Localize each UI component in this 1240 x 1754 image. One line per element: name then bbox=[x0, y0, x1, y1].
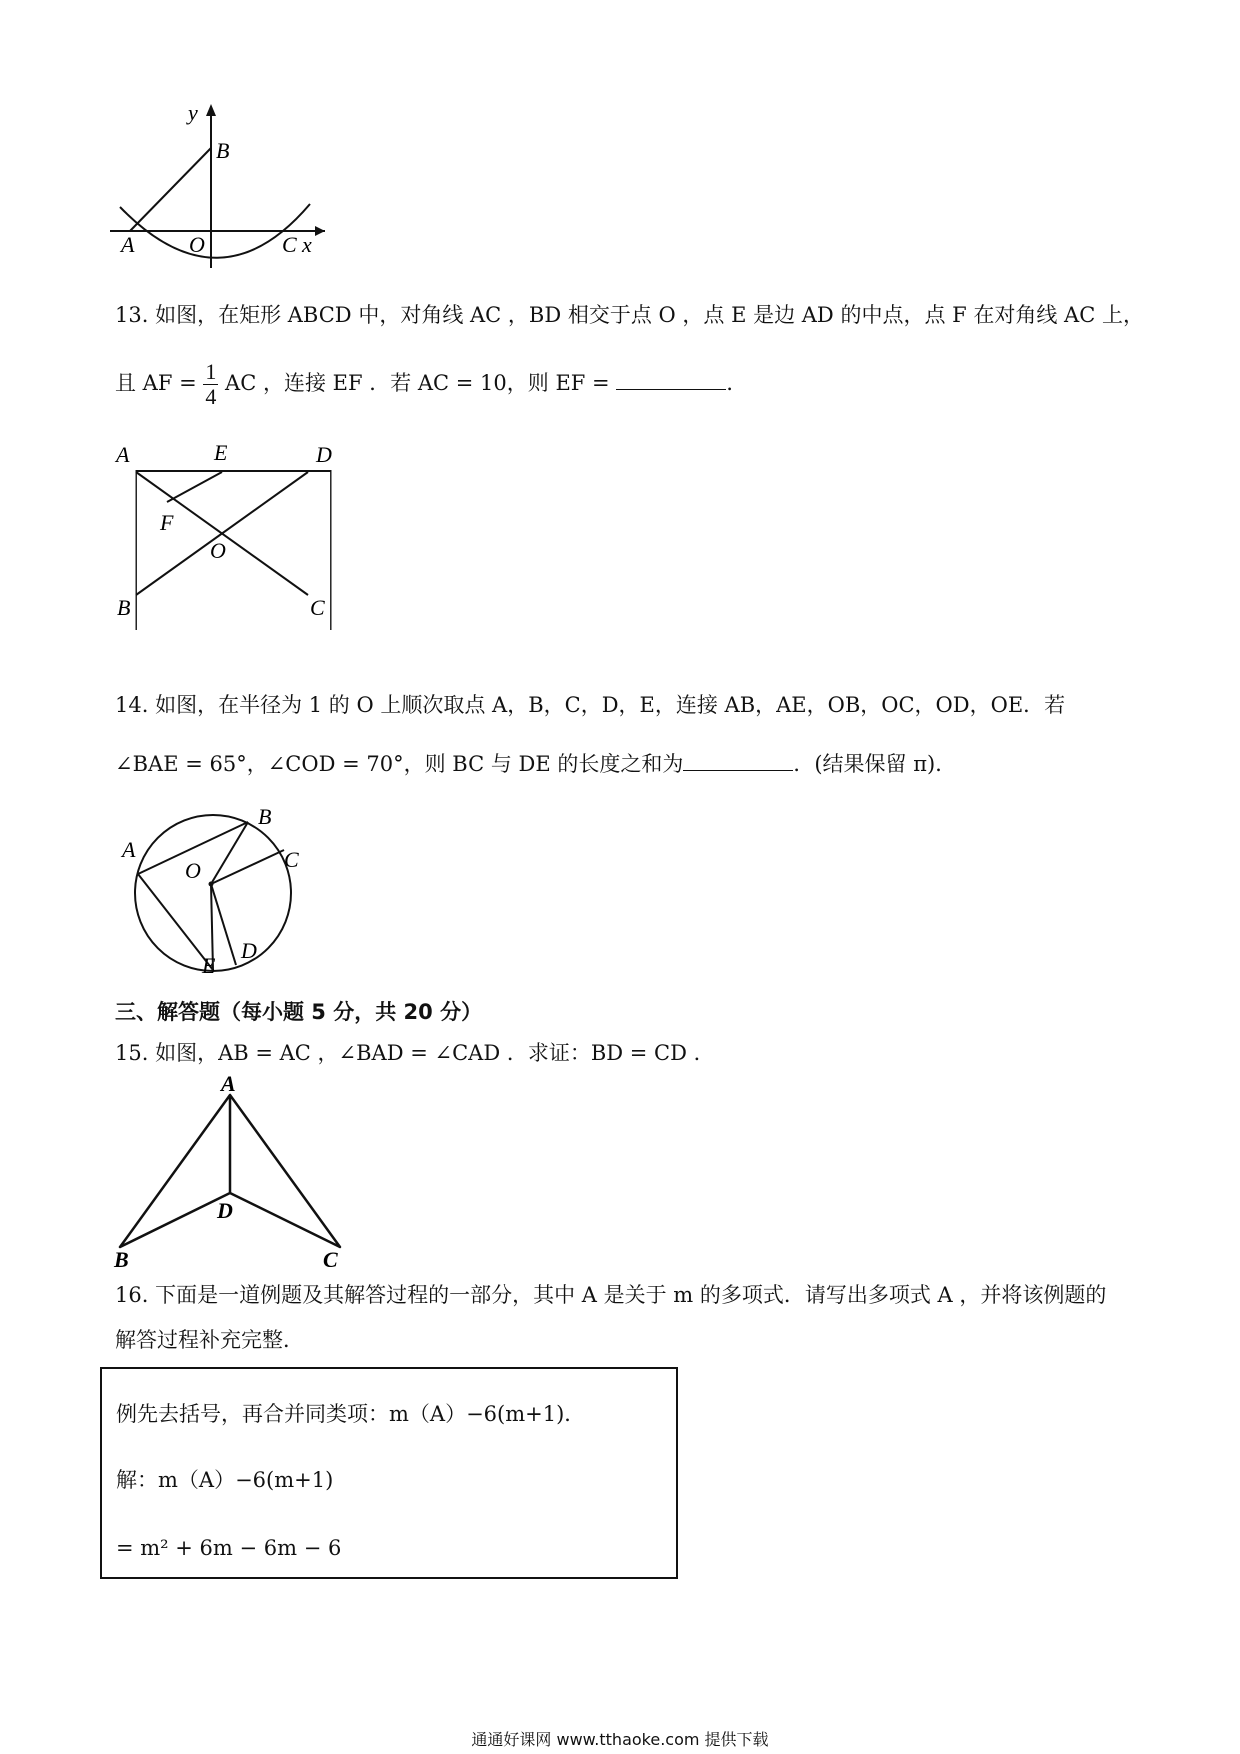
q14-line1: 14. 如图，在半径为 1 的 O 上顺次取点 A，B，C，D，E，连接 AB，AE，OB，OC，OD，OE．若 bbox=[115, 693, 1066, 717]
fig13-label-B: B bbox=[117, 595, 131, 620]
q14-line2-end: ．(结果保留 π)． bbox=[793, 752, 957, 776]
fraction-numerator: 1 bbox=[205, 359, 217, 384]
q16-line2: 解答过程补充完整． bbox=[115, 1328, 304, 1352]
q13-line1: 13. 如图，在矩形 ABCD 中，对角线 AC ，BD 相交于点 O ，点 E 是边 AD 的中点，点 F 在对角线 AC 上， bbox=[115, 303, 1144, 327]
q14-line2 bbox=[115, 748, 956, 779]
q16-line1: 16. 下面是一道例题及其解答过程的一部分，其中 A 是关于 m 的多项式．请写出多项式 A ，并将该例题的 bbox=[115, 1283, 1107, 1307]
fig14-label-A: A bbox=[122, 837, 136, 862]
fig12-label-C: C bbox=[282, 232, 297, 257]
box-line3: = m² + 6m − 6m − 6 bbox=[116, 1536, 342, 1560]
box-line2: 解：m（A）−6(m+1) bbox=[116, 1468, 334, 1492]
q13-fraction bbox=[203, 360, 218, 409]
fig15-label-A: A bbox=[221, 1075, 236, 1096]
fig15-label-B: B bbox=[114, 1247, 129, 1272]
q13-line2-end: ． bbox=[726, 371, 748, 395]
fig14-label-D: D bbox=[241, 938, 257, 963]
fig14-label-O: O bbox=[185, 858, 201, 883]
q13-line2 bbox=[115, 360, 747, 409]
fig12-label-y: y bbox=[188, 100, 198, 125]
figure-parabola bbox=[110, 100, 340, 280]
fig13-label-F: F bbox=[160, 510, 174, 535]
example-box bbox=[100, 1367, 678, 1579]
fraction-denominator: 4 bbox=[205, 384, 217, 409]
fig12-label-O: O bbox=[189, 232, 205, 257]
fig13-label-A: A bbox=[116, 442, 130, 467]
fig12-label-x: x bbox=[302, 232, 312, 257]
section-heading: 三、解答题（每小题 5 分，共 20 分） bbox=[115, 1000, 483, 1024]
figure-circle bbox=[120, 800, 320, 975]
fig15-label-C: C bbox=[323, 1247, 338, 1272]
q14-line2-text: ∠BAE = 65°，∠COD = 70°，则 BC 与 DE 的长度之和为 bbox=[115, 752, 684, 776]
q13-answer-blank[interactable] bbox=[616, 367, 726, 390]
box-line1: 例先去括号，再合并同类项：m（A）−6(m+1)． bbox=[116, 1402, 586, 1426]
q13-line2-b: AC ，连接 EF ．若 AC = 10，则 EF = bbox=[225, 371, 617, 395]
fig15-label-D: D bbox=[217, 1198, 233, 1223]
fig12-label-A: A bbox=[121, 232, 135, 257]
figure-rectangle bbox=[110, 440, 350, 630]
fig13-label-E: E bbox=[214, 440, 228, 465]
q14-answer-blank[interactable] bbox=[683, 748, 793, 771]
fig14-label-C: C bbox=[284, 847, 299, 872]
fig14-label-E: E bbox=[202, 953, 216, 975]
fig13-label-C: C bbox=[310, 595, 325, 620]
fig13-label-D: D bbox=[316, 442, 332, 467]
q15-line1: 15. 如图，AB = AC ，∠BAD = ∠CAD ．求证：BD = CD ． bbox=[115, 1041, 715, 1065]
fig12-label-B: B bbox=[216, 138, 230, 163]
q13-line2-a: 且 AF = bbox=[115, 371, 204, 395]
footer-watermark: 通通好课网 www.tthaoke.com 提供下载 bbox=[471, 1730, 769, 1749]
fig14-label-B: B bbox=[258, 804, 272, 829]
figure-triangle bbox=[110, 1075, 350, 1275]
fig13-label-O: O bbox=[210, 538, 226, 563]
